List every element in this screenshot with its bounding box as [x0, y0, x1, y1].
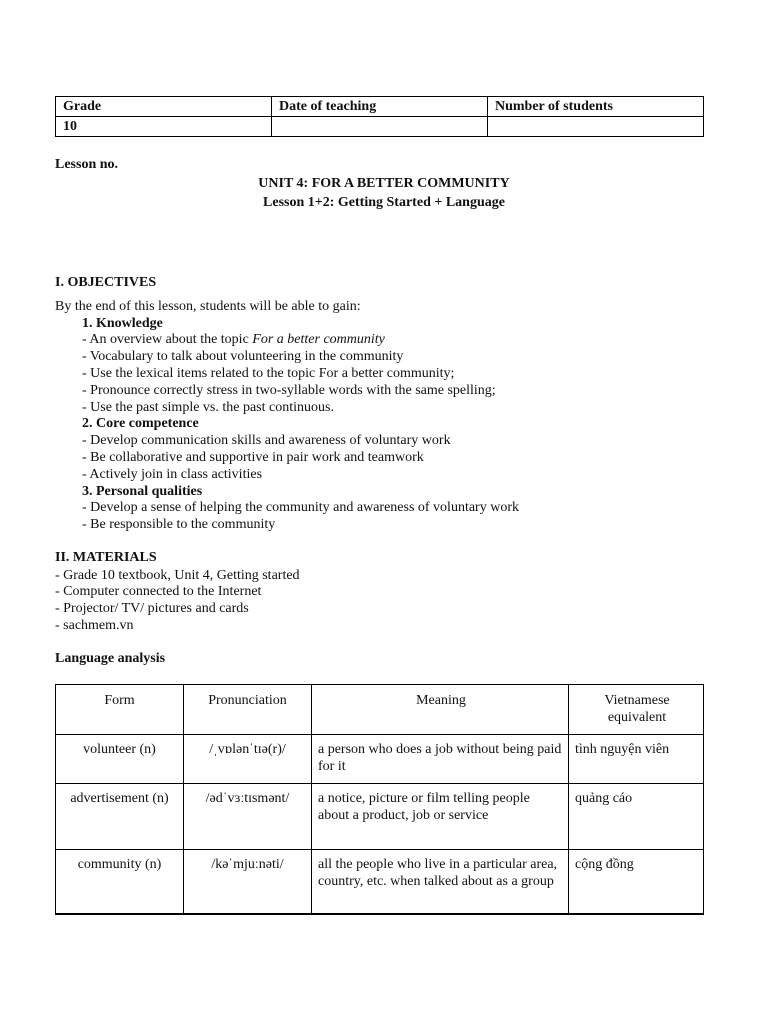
materials-item: - Projector/ TV/ pictures and cards: [55, 601, 249, 616]
materials-heading: II. MATERIALS: [55, 550, 157, 565]
table-row: [56, 735, 704, 784]
vocabulary-table: [55, 684, 704, 915]
materials-item: - Computer connected to the Internet: [55, 584, 262, 599]
col-meaning-header: Meaning: [312, 685, 569, 735]
vietnamese-cell: cộng đồng: [569, 850, 704, 915]
knowledge-item-text: - An overview about the topic: [82, 332, 253, 347]
form-cell: volunteer (n): [56, 735, 184, 784]
materials-item: - Grade 10 textbook, Unit 4, Getting started: [55, 568, 300, 583]
meaning-cell: all the people who live in a particular area, country, etc. when talked about as a group: [312, 850, 569, 915]
info-value-row: [56, 117, 704, 137]
knowledge-item: - Vocabulary to talk about volunteering in the community: [82, 349, 404, 364]
pronunciation-cell: /ˌvɒlənˈtɪə(r)/: [184, 735, 312, 784]
knowledge-item: - Use the past simple vs. the past continuous.: [82, 400, 334, 415]
vietnamese-cell: tình nguyện viên: [569, 735, 704, 784]
lesson-info-table: [55, 96, 704, 137]
form-cell: community (n): [56, 850, 184, 915]
col-form-header: Form: [56, 685, 184, 735]
unit-title: UNIT 4: FOR A BETTER COMMUNITY: [258, 176, 510, 191]
materials-item: - sachmem.vn: [55, 618, 134, 633]
form-cell: advertisement (n): [56, 784, 184, 850]
language-analysis-heading: Language analysis: [55, 651, 166, 666]
meaning-cell: a person who does a job without being paid for it: [312, 735, 569, 784]
table-row: [56, 850, 704, 915]
objectives-heading: I. OBJECTIVES: [55, 275, 157, 290]
students-header: Number of students: [488, 97, 704, 117]
objectives-intro: By the end of this lesson, students will be able to gain:: [55, 299, 361, 314]
core-item: - Develop communication skills and awareness of voluntary work: [82, 433, 451, 448]
grade-header: Grade: [56, 97, 272, 117]
lesson-title: Lesson 1+2: Getting Started + Language: [263, 195, 505, 210]
core-competence-heading: 2. Core competence: [82, 416, 199, 431]
personal-item: - Develop a sense of helping the community and awareness of voluntary work: [82, 500, 519, 515]
students-value: [488, 117, 704, 137]
vocab-header-row: [56, 685, 704, 735]
col-pronunciation-header: Pronunciation: [184, 685, 312, 735]
date-value: [272, 117, 488, 137]
knowledge-heading: 1. Knowledge: [82, 316, 163, 331]
grade-value: 10: [56, 117, 272, 137]
date-header: Date of teaching: [272, 97, 488, 117]
meaning-cell: a notice, picture or film telling people about a product, job or service: [312, 784, 569, 850]
knowledge-item: [82, 331, 385, 348]
personal-qualities-heading: 3. Personal qualities: [82, 484, 203, 499]
pronunciation-cell: /kəˈmjuːnəti/: [184, 850, 312, 915]
col-vietnamese-header: Vietnamese equivalent: [569, 685, 704, 735]
knowledge-item: - Pronounce correctly stress in two-syllable words with the same spelling;: [82, 383, 496, 398]
knowledge-item: - Use the lexical items related to the topic For a better community;: [82, 366, 455, 381]
info-header-row: [56, 97, 704, 117]
personal-item: - Be responsible to the community: [82, 517, 276, 532]
lesson-number: Lesson no.: [55, 157, 119, 172]
table-row: [56, 784, 704, 850]
pronunciation-cell: /ədˈvɜːtɪsmənt/: [184, 784, 312, 850]
topic-name: For a better community: [252, 332, 385, 347]
core-item: - Be collaborative and supportive in pair work and teamwork: [82, 450, 424, 465]
vietnamese-cell: quảng cáo: [569, 784, 704, 850]
core-item: - Actively join in class activities: [82, 467, 263, 482]
